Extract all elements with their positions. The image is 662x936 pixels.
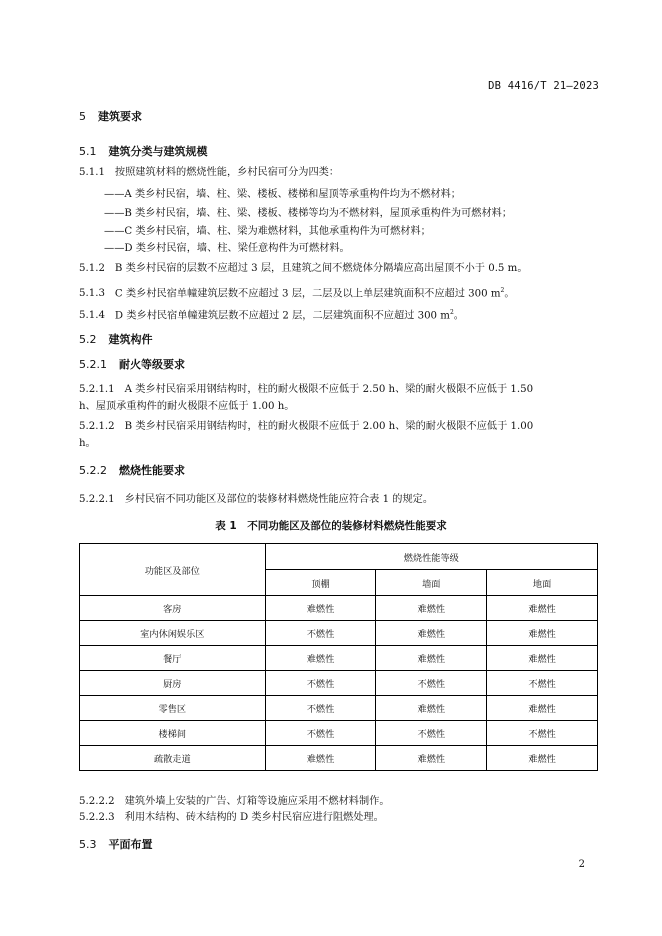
clause-5-1-3: 5.1.3 C 类乡村民宿单幢建筑层数不应超过 3 层，二层及以上单层建筑面积不应超过 300 $m^2$。 — [79, 287, 515, 300]
table-cell: 不燃性 — [487, 671, 598, 696]
table-cell: 厨房 — [80, 671, 266, 696]
table-caption: 表 1 不同功能区及部位的装修材料燃烧性能要求 — [215, 520, 447, 532]
table-cell: 难燃性 — [265, 596, 376, 621]
list-item: ——C 类乡村民宿，墙、柱、梁为难燃材料，其他承重构件为可燃材料； — [104, 226, 431, 237]
table-cell: 难燃性 — [376, 596, 487, 621]
table-cell: 零售区 — [80, 696, 266, 721]
table-cell: 难燃性 — [487, 746, 598, 771]
col-header-wall: 墙面 — [376, 570, 487, 596]
table-cell: 不燃性 — [265, 671, 376, 696]
table-row — [80, 696, 598, 721]
list-item: ——A 类乡村民宿，墙、柱、梁、楼板、楼梯和屋顶等承重构件均为不燃材料； — [104, 189, 461, 200]
table-cell: 疏散走道 — [80, 746, 266, 771]
table-cell: 客房 — [80, 596, 266, 621]
col-header-area: 功能区及部位 — [80, 544, 266, 596]
table-cell: 不燃性 — [265, 621, 376, 646]
table-cell: 难燃性 — [376, 696, 487, 721]
col-header-ceiling: 顶棚 — [265, 570, 376, 596]
table-cell: 难燃性 — [265, 646, 376, 671]
clause-5-2-2-3: 5.2.2.3 利用木结构、砖木结构的 D 类乡村民宿应进行阻燃处理。 — [79, 812, 384, 823]
list-item: ——D 类乡村民宿，墙、柱、梁任意构件为可燃材料。 — [104, 243, 350, 254]
section-5-2-heading: 5.2 建筑构件 — [79, 333, 153, 346]
table-cell: 难燃性 — [487, 646, 598, 671]
table-row — [80, 746, 598, 771]
section-5-1-heading: 5.1 建筑分类与建筑规模 — [79, 145, 208, 158]
section-5-2-2-heading: 5.2.2 燃烧性能要求 — [79, 464, 185, 477]
table-row — [80, 621, 598, 646]
table-cell: 不燃性 — [487, 721, 598, 746]
clause-5-2-1-2: 5.2.1.2 B 类乡村民宿采用钢结构时，柱的耐火极限不应低于 2.00 h、梁的耐火极限不应低于 1.00 — [79, 421, 534, 432]
table-row — [80, 596, 598, 621]
table-cell: 不燃性 — [265, 696, 376, 721]
clause-5-1-2: 5.1.2 B 类乡村民宿的层数不应超过 3 层，且建筑之间不燃烧体分隔墙应高出屋顶不小于 0.5 m。 — [79, 263, 528, 274]
list-item: ——B 类乡村民宿，墙、柱、梁、楼板、楼梯等均为不燃材料，屋顶承重构件为可燃材料； — [104, 208, 513, 219]
table-row — [80, 721, 598, 746]
table-cell: 餐厅 — [80, 646, 266, 671]
table-cell: 难燃性 — [487, 621, 598, 646]
clause-5-2-2-2: 5.2.2.2 建筑外墙上安装的广告、灯箱等设施应采用不燃材料制作。 — [79, 796, 390, 807]
section-5-3-heading: 5.3 平面布置 — [79, 838, 153, 851]
table-cell: 不燃性 — [376, 671, 487, 696]
standard-code: DB 4416/T 21—2023 — [488, 80, 599, 92]
clause-5-1-4: 5.1.4 D 类乡村民宿单幢建筑层数不应超过 2 层，二层建筑面积不应超过 300 $m^2$。 — [79, 309, 464, 322]
page-number: 2 — [578, 859, 585, 870]
section-5-2-1-heading: 5.2.1 耐火等级要求 — [79, 358, 185, 371]
col-header-group: 燃烧性能等级 — [265, 544, 597, 570]
clause-5-2-1-1: 5.2.1.1 A 类乡村民宿采用钢结构时，柱的耐火极限不应低于 2.50 h、梁的耐火极限不应低于 1.50 — [79, 384, 534, 395]
fire-rating-table — [79, 543, 598, 771]
table-cell: 难燃性 — [376, 646, 487, 671]
section-5-heading: 5 建筑要求 — [79, 110, 142, 123]
clause-5-2-1-2-cont: h。 — [79, 438, 96, 449]
table-cell: 楼梯间 — [80, 721, 266, 746]
table-cell: 室内休闲娱乐区 — [80, 621, 266, 646]
clause-5-2-1-1-cont: h、屋顶承重构件的耐火极限不应低于 1.00 h。 — [79, 401, 295, 412]
clause-5-1-1: 5.1.1 按照建筑材料的燃烧性能，乡村民宿可分为四类： — [79, 167, 340, 178]
table-row — [80, 646, 598, 671]
table-cell: 不燃性 — [265, 721, 376, 746]
clause-5-2-2-1: 5.2.2.1 乡村民宿不同功能区及部位的装修材料燃烧性能应符合表 1 的规定。 — [79, 494, 434, 505]
table-cell: 难燃性 — [376, 621, 487, 646]
table-cell: 难燃性 — [376, 746, 487, 771]
table-row — [80, 671, 598, 696]
table-cell: 不燃性 — [376, 721, 487, 746]
table-cell: 难燃性 — [265, 746, 376, 771]
table-cell: 难燃性 — [487, 596, 598, 621]
col-header-floor: 地面 — [487, 570, 598, 596]
table-cell: 难燃性 — [487, 696, 598, 721]
